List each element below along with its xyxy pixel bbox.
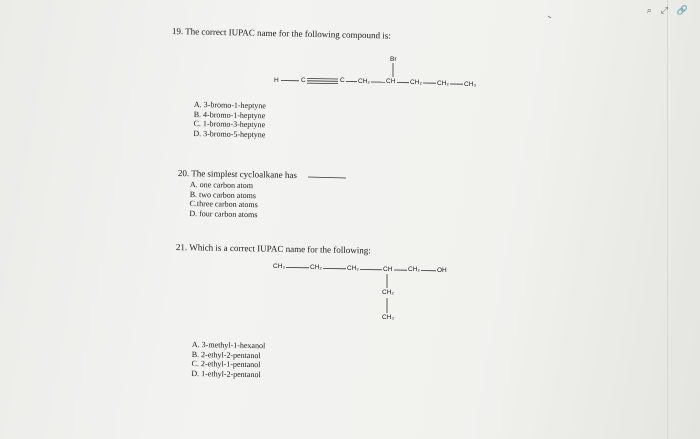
q20-option-c[interactable]: C.three carbon atoms <box>189 198 258 210</box>
q19-option-a[interactable]: A. 3-bromo-1-heptyne <box>193 100 266 111</box>
q19-triple-bond-2 <box>307 81 338 82</box>
q21-ch3b: CH₃ <box>382 314 395 321</box>
q19-br: Br <box>390 56 397 63</box>
q21-oh: OH <box>437 267 447 274</box>
q19-ch: CH <box>386 78 396 85</box>
q19-option-c[interactable]: C. 1-bromo-3-heptyne <box>193 118 266 130</box>
q21-ch2c: CH₂ <box>408 266 420 273</box>
link-icon[interactable]: 🔗 <box>676 6 688 16</box>
q21-ch3a: CH₃ <box>273 263 286 270</box>
q19-h: H <box>274 77 279 84</box>
pen-mark <box>548 16 551 18</box>
q19-ch2b: CH₂ <box>410 79 422 86</box>
question-21-prompt: 21. Which is a correct IUPAC name for the following: <box>175 242 371 256</box>
question-20-prompt: 20. The simplest cycloalkane has <box>177 168 298 181</box>
q19-ch3: CH₃ <box>464 81 477 88</box>
q20-option-b[interactable]: B. two carbon atoms <box>189 189 257 200</box>
q20-option-d[interactable]: D. four carbon atoms <box>189 208 258 219</box>
q21-ch2b: CH₂ <box>347 265 359 272</box>
q21-option-b[interactable]: B. 2-ethyl-2-pentanol <box>191 349 261 360</box>
q21-option-c[interactable]: C. 2-ethyl-1-pentanol <box>191 358 261 370</box>
q19-option-b[interactable]: B. 4-bromo-1-heptyne <box>193 109 266 120</box>
q21-option-d[interactable]: D. 1-ethyl-2-pentanol <box>191 368 261 379</box>
q19-ch2a: CH₂ <box>358 78 370 85</box>
q21-ch2d: CH₂ <box>382 289 394 296</box>
q19-option-d[interactable]: D. 3-bromo-5-heptyne <box>193 128 266 139</box>
q19-triple-bond-3 <box>307 83 338 84</box>
question-19-prompt: 19. The correct IUPAC name for the following compound is: <box>171 26 391 41</box>
q21-ch2a: CH₂ <box>310 264 322 271</box>
search-icon[interactable]: ⌕ <box>646 6 652 16</box>
q19-triple-bond-1 <box>307 79 338 80</box>
q19-c2: C <box>340 77 345 84</box>
q21-option-a[interactable]: A. 3-methyl-1-hexanol <box>191 340 266 351</box>
q21-ch: CH <box>383 266 393 273</box>
q20-blank-line <box>308 177 346 178</box>
zoom-icon[interactable]: ⤢ <box>660 6 668 16</box>
q19-ch2c: CH₂ <box>437 80 449 87</box>
q20-option-a[interactable]: A. one carbon atom <box>189 180 254 191</box>
q19-c1: C <box>301 77 306 84</box>
